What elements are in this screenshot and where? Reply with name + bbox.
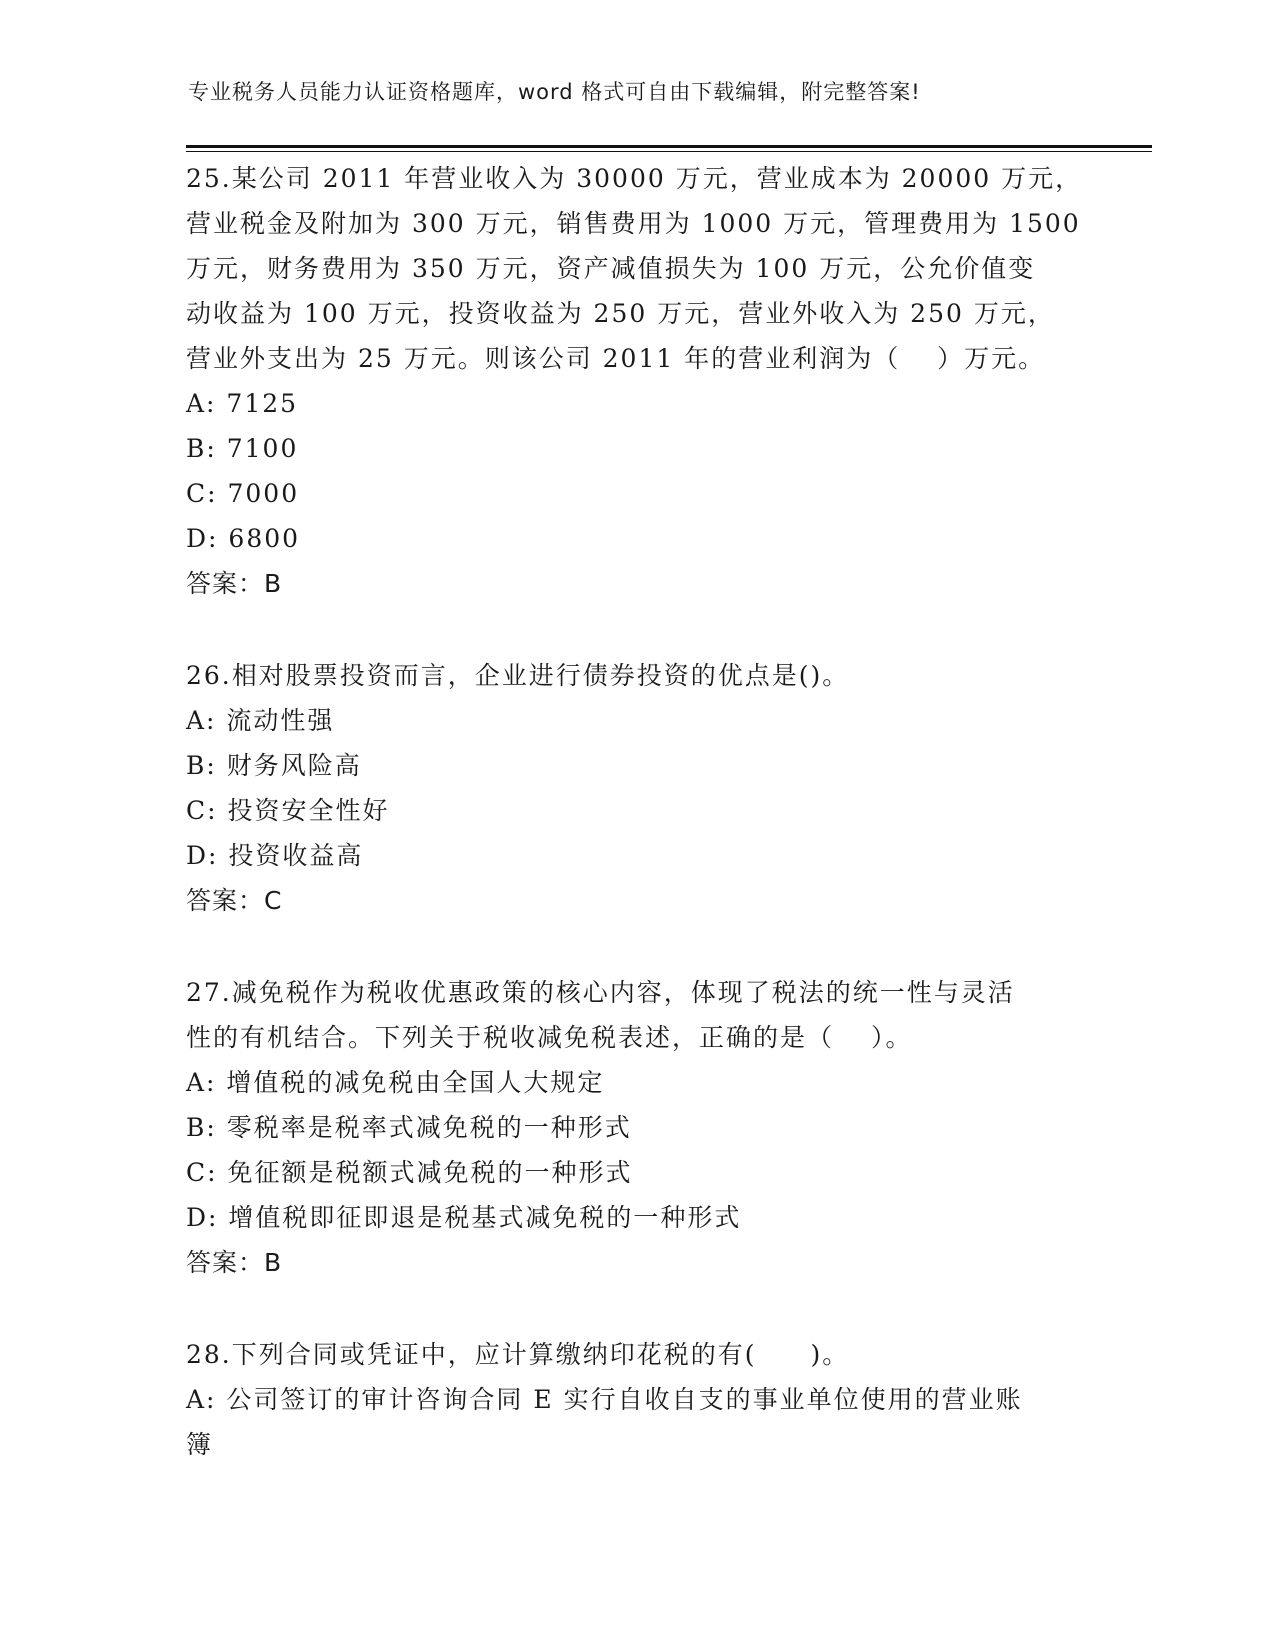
question-text: 26.相对股票投资而言，企业进行债券投资的优点是()。: [186, 661, 850, 690]
option-d: D: 投资收益高: [186, 841, 364, 870]
option-a: A: 公司签订的审计咨询合同 E 实行自收自支的事业单位使用的营业账: [186, 1385, 1023, 1414]
spacer: [186, 923, 1126, 970]
option-a-continued: 簿: [186, 1430, 214, 1459]
question-26: [186, 653, 1126, 923]
answer: 答案：B: [186, 569, 283, 598]
header-rule-thin: [186, 151, 1152, 152]
answer: 答案：C: [186, 886, 283, 915]
option-b: B: 7100: [186, 434, 299, 463]
question-text: 万元，财务费用为 350 万元，资产减值损失为 100 万元，公允价值变: [186, 254, 1036, 283]
option-d: D: 增值税即征即退是税基式减免税的一种形式: [186, 1203, 742, 1232]
option-c: C: 免征额是税额式减免税的一种形式: [186, 1158, 633, 1187]
option-c: C: 投资安全性好: [186, 796, 390, 825]
question-list: [186, 156, 1126, 1467]
question-text: 25.某公司 2011 年营业收入为 30000 万元，营业成本为 20000 万元，: [186, 164, 1083, 193]
question-28: [186, 1332, 1126, 1467]
option-b: B: 财务风险高: [186, 751, 362, 780]
page-header: 专业税务人员能力认证资格题库，word 格式可自由下载编辑，附完整答案!: [188, 80, 921, 104]
question-text: 性的有机结合。下列关于税收减免税表述，正确的是（ ）。: [186, 1023, 913, 1052]
question-27: [186, 970, 1126, 1285]
question-25: [186, 156, 1126, 606]
option-a: A: 流动性强: [186, 706, 335, 735]
question-text: 27.减免税作为税收优惠政策的核心内容，体现了税法的统一性与灵活: [186, 978, 1015, 1007]
option-c: C: 7000: [186, 479, 300, 508]
question-text: 营业税金及附加为 300 万元，销售费用为 1000 万元，管理费用为 1500: [186, 209, 1081, 238]
question-text: 营业外支出为 25 万元。则该公司 2011 年的营业利润为（ ）万元。: [186, 344, 1046, 373]
header-rule-thick: [186, 145, 1152, 148]
option-a: A: 增值税的减免税由全国人大规定: [186, 1068, 605, 1097]
option-a: A: 7125: [186, 389, 299, 418]
question-text: 28.下列合同或凭证中，应计算缴纳印花税的有( )。: [186, 1340, 850, 1369]
option-d: D: 6800: [186, 524, 301, 553]
answer: 答案：B: [186, 1248, 283, 1277]
question-text: 动收益为 100 万元，投资收益为 250 万元，营业外收入为 250 万元，: [186, 299, 1055, 328]
spacer: [186, 1285, 1126, 1332]
spacer: [186, 606, 1126, 653]
option-b: B: 零税率是税率式减免税的一种形式: [186, 1113, 632, 1142]
